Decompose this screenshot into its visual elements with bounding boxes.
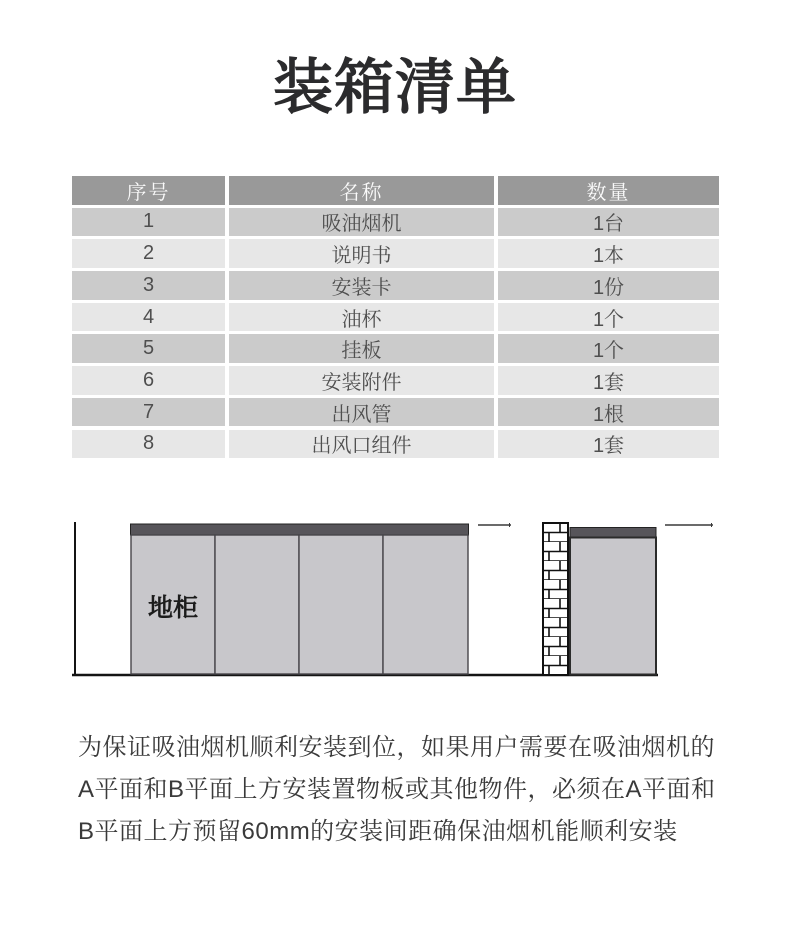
table-cell: 4: [72, 303, 225, 332]
cabinet-label: 地柜: [147, 594, 199, 622]
table-cell: 1个: [498, 303, 719, 332]
table-cell: 油杯: [229, 303, 494, 332]
table-cell: 1套: [498, 366, 719, 395]
table-cell: 5: [72, 334, 225, 363]
col-header-qty: 数量: [498, 176, 719, 205]
table-cell: 出风管: [229, 398, 494, 427]
table-cell: 6: [72, 366, 225, 395]
countertop: [131, 524, 469, 535]
table-cell: 安装附件: [229, 366, 494, 395]
note-line: B平面上方预留60mm的安装间距确保油烟机能顺利安装: [78, 818, 678, 845]
table-cell: 吸油烟机: [229, 208, 494, 237]
cabinet-door-panel: [383, 535, 468, 674]
brick-wall: [543, 523, 568, 675]
note-line: A平面和B平面上方安装置物板或其他物件，必须在A平面和: [78, 776, 716, 803]
table-cell: 1本: [498, 239, 719, 268]
table-cell: 挂板: [229, 334, 494, 363]
table-cell: 说明书: [229, 239, 494, 268]
cabinet-door-panel: [215, 535, 299, 674]
table-cell: 1个: [498, 334, 719, 363]
table-cell: 1根: [498, 398, 719, 427]
installation-note: [78, 727, 726, 853]
right-cabinet-panel: [570, 538, 656, 675]
page-title: 装箱清单: [273, 54, 517, 121]
table-cell: 安装卡: [229, 271, 494, 300]
right-countertop: [570, 528, 656, 538]
installation-diagram: [0, 500, 790, 700]
table-cell: 7: [72, 398, 225, 427]
table-cell: 2: [72, 239, 225, 268]
packing-table: [72, 176, 719, 458]
col-header-name: 名称: [229, 176, 494, 205]
table-cell: 8: [72, 430, 225, 459]
note-line: 为保证吸油烟机顺利安装到位，如果用户需要在吸油烟机的: [78, 734, 715, 761]
table-cell: 1套: [498, 430, 719, 459]
table-cell: 1份: [498, 271, 719, 300]
col-header-number: 序号: [72, 176, 225, 205]
table-cell: 出风口组件: [229, 430, 494, 459]
cabinet-door-panel: [299, 535, 383, 674]
table-cell: 1: [72, 208, 225, 237]
table-cell: 3: [72, 271, 225, 300]
table-cell: 1台: [498, 208, 719, 237]
